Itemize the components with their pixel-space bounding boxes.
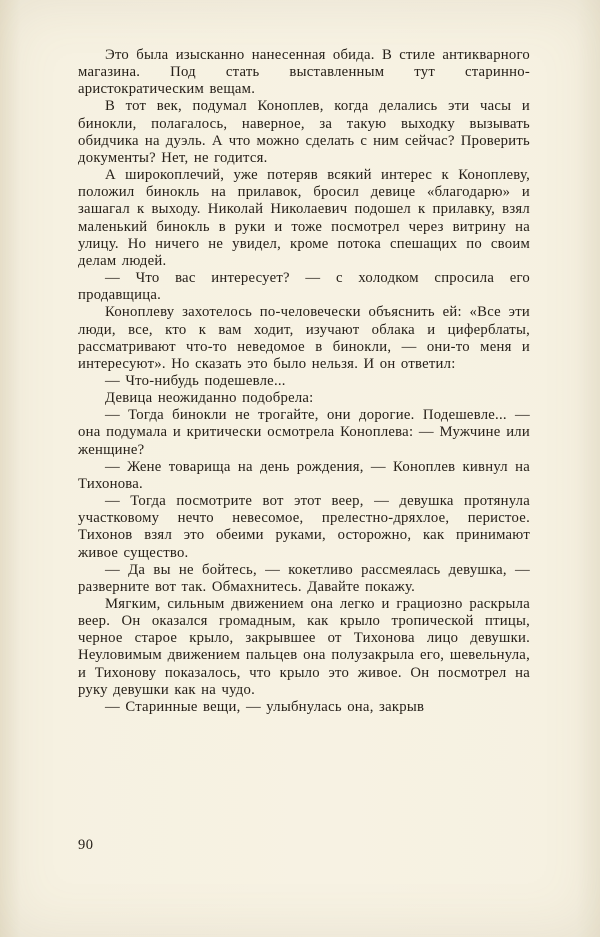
paragraph: Коноплеву захотелось по-человечески объяснить ей: «Все эти люди, все, кто к вам ходит, изучают облака и циферблаты, рассматривают что-то неведомое в бинокли, — они-то меня и интересуют». Но сказать это было нельзя. И он ответил:: [78, 304, 530, 372]
paragraph: А широкоплечий, уже потеряв всякий интерес к Коноплеву, положил бинокль на прилавок, бросил девице «благодарю» и зашагал к выходу. Николай Николаевич подошел к прилавку, взял маленький бинокль в руки и тоже посмотрел через витрину на улицу. Но ничего не увидел, кроме потока спешащих по своим делам людей.: [78, 167, 530, 269]
paragraph: Девица неожиданно подобрела:: [105, 390, 314, 407]
paragraph: — Тогда бинокли не трогайте, они дорогие. Подешевле... — она подумала и критически осмотрела Коноплева: — Мужчине или женщине?: [78, 407, 530, 458]
page-number: 90: [78, 837, 94, 853]
paragraph: — Что вас интересует? — с холодком спросила его продавщица.: [78, 270, 530, 304]
paragraph: — Что-нибудь подешевле...: [105, 372, 286, 389]
paragraph: Это была изысканно нанесенная обида. В стиле антикварного магазина. Под стать выставленным тут старинно-аристократическим вещам.: [78, 47, 530, 98]
paragraph: — Старинные вещи, — улыбнулась она, закрыв: [105, 698, 425, 715]
paragraph: — Тогда посмотрите вот этот веер, — девушка протянула участковому нечто невесомое, прелестно-дряхлое, перистое. Тихонов взял это обеими руками, осторожно, как принимают живое существо.: [78, 493, 530, 561]
paragraph: — Да вы не бойтесь, — кокетливо рассмеялась девушка, — разверните вот так. Обмахнитесь. Давайте покажу.: [78, 561, 530, 595]
paragraph: Мягким, сильным движением она легко и грациозно раскрыла веер. Он оказался громадным, как крыло тропической птицы, черное старое крыло, закрывшее от Тихонова лицо девушки. Неуловимым движением пальцев она полузакрыла его, шевельнула, и Тихонову показалось, что крыло это живое. Он посмотрел на руку девушки как на чудо.: [78, 596, 530, 698]
paragraph: В тот век, подумал Коноплев, когда делались эти часы и бинокли, полагалось, наверное, за такую выходку вызывать обидчика на дуэль. А что можно сделать с ним сейчас? Проверить документы? Нет, не годится.: [78, 98, 530, 166]
paragraph: — Жене товарища на день рождения, — Коноплев кивнул на Тихонова.: [78, 458, 530, 492]
text-block: [78, 47, 530, 716]
